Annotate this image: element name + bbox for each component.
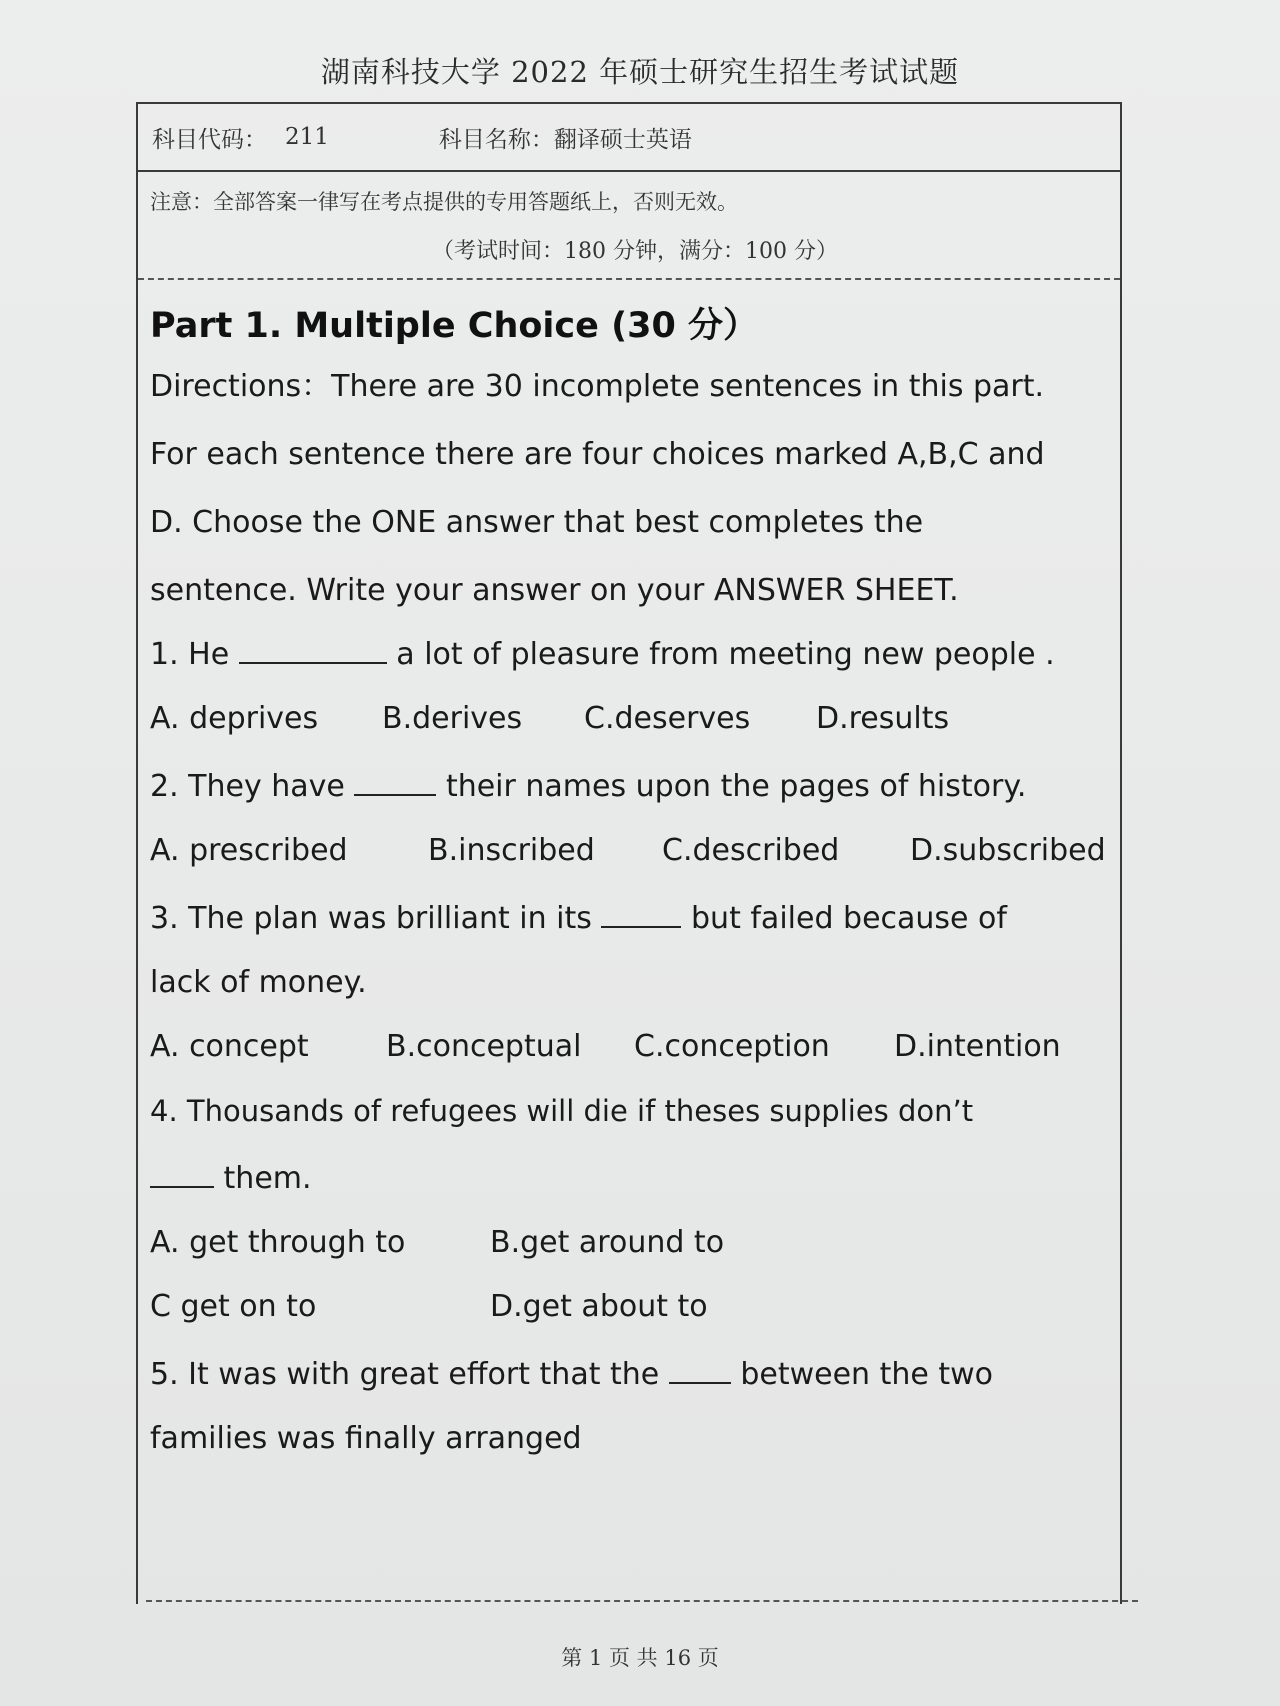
question-text: 4. Thousands of refugees will die if theses supplies don’t (150, 1094, 974, 1128)
question-5-continuation: families was finally arranged (150, 1421, 582, 1456)
option-b: B.inscribed (428, 833, 595, 868)
directions-line: sentence. Write your answer on your ANSWER SHEET. (150, 573, 959, 608)
question-text: 3. The plan was brilliant in its (150, 901, 592, 936)
question-text: between the two (740, 1357, 994, 1392)
question-3 (150, 898, 1110, 936)
bottom-dashed-divider (146, 1600, 1138, 1602)
option-b: B.conceptual (386, 1029, 582, 1064)
subject-code-value: 211 (285, 124, 329, 150)
answer-blank (354, 766, 436, 796)
question-4-continuation (150, 1158, 1110, 1196)
option-d: D.intention (894, 1029, 1061, 1064)
option-a: A. get through to (150, 1225, 406, 1260)
part-heading: Part 1. Multiple Choice (30 分） (150, 306, 758, 346)
question-text: them. (223, 1161, 312, 1196)
question-2 (150, 766, 1110, 804)
directions-line: Directions：There are 30 incomplete sentences in this part. (150, 369, 1045, 404)
answer-blank (239, 634, 387, 664)
exam-title: 湖南科技大学 2022 年硕士研究生招生考试试题 (320, 55, 960, 89)
exam-sheet (136, 102, 1122, 1604)
answer-blank (669, 1354, 731, 1384)
option-d: D.subscribed (910, 833, 1106, 868)
question-text: a lot of pleasure from meeting new people . (396, 637, 1055, 672)
notice-text: 注意：全部答案一律写在考点提供的专用答题纸上，否则无效。 (150, 190, 738, 214)
option-c: C.deserves (584, 701, 751, 736)
notice-section (138, 172, 1120, 280)
question-4-options-row-2 (150, 1290, 1110, 1324)
option-a: A. prescribed (150, 833, 348, 868)
subject-code-label: 科目代码： (152, 126, 267, 153)
subject-name: 科目名称：翻译硕士英语 (438, 126, 692, 153)
answer-blank (601, 898, 681, 928)
option-c: C.described (662, 833, 840, 868)
question-text: 2. They have (150, 769, 345, 804)
question-text: 1. He (150, 637, 230, 672)
directions-line: D. Choose the ONE answer that best completes the (150, 505, 924, 540)
option-a: A. concept (150, 1029, 309, 1064)
subject-row (138, 104, 1120, 172)
option-d: D.results (816, 701, 950, 736)
directions-line: For each sentence there are four choices marked A,B,C and (150, 437, 1045, 472)
question-4 (150, 1094, 1110, 1128)
question-3-options (150, 1030, 1110, 1064)
option-b: B.get around to (490, 1225, 725, 1260)
question-text: their names upon the pages of history. (445, 769, 1027, 804)
page-number: 第 1 页 共 16 页 (561, 1646, 719, 1670)
option-b: B.derives (382, 701, 523, 736)
option-c: C.conception (634, 1029, 830, 1064)
question-1 (150, 634, 1110, 672)
option-d: D.get about to (490, 1289, 708, 1324)
question-1-options (150, 702, 1110, 736)
questions-content (138, 280, 1120, 1456)
question-2-options (150, 834, 1110, 868)
question-5 (150, 1354, 1110, 1392)
question-4-options-row-1 (150, 1226, 1110, 1260)
answer-blank (150, 1158, 214, 1188)
option-c: C get on to (150, 1289, 317, 1324)
option-a: A. deprives (150, 701, 319, 736)
exam-time-text: （考试时间：180 分钟，满分：100 分） (432, 239, 838, 264)
question-text: 5. It was with great effort that the (150, 1357, 660, 1392)
question-text: but failed because of (691, 901, 1007, 936)
question-3-continuation: lack of money. (150, 965, 367, 1000)
